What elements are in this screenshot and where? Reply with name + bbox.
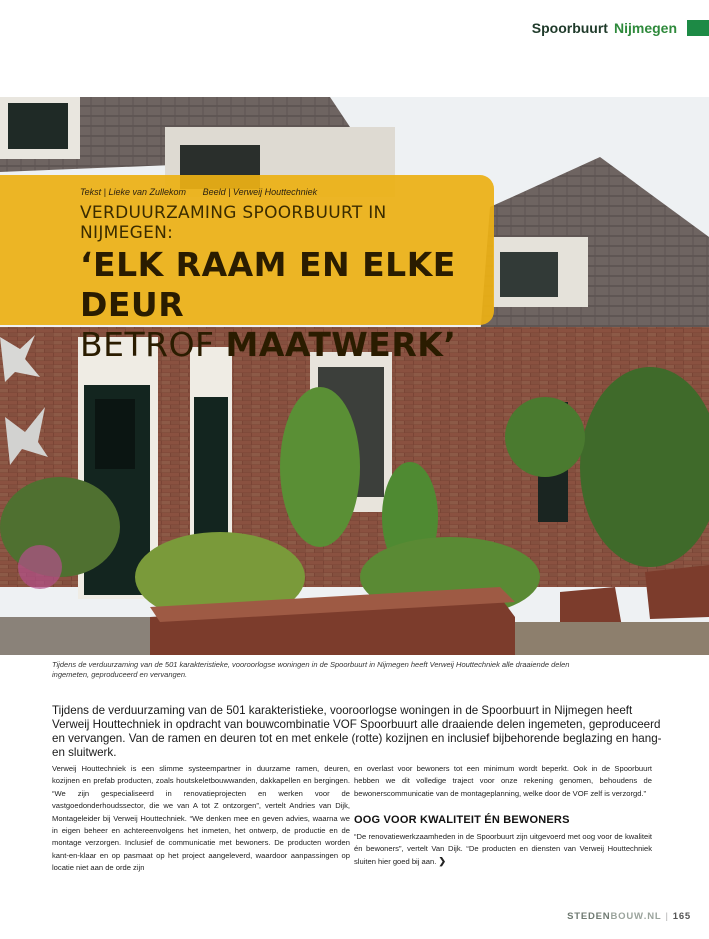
headline-line1: ‘ELK RAAM EN ELKE DEUR (80, 245, 456, 324)
subheading: OOG VOOR KWALITEIT ÉN BEWONERS (354, 814, 570, 827)
headline-line2-a: BETROF (80, 325, 226, 364)
page-footer (567, 911, 691, 922)
footer-separator: | (665, 911, 669, 922)
photo-caption: Tijdens de verduurzaming van de 501 karakteristieke, vooroorlogse woningen in de Spoorbuurt in Nijmegen heeft Verweij Houttechniek alle draaiende delen ingemeten, geproduceerd en vervangen. (52, 660, 570, 679)
section-label: Spoorbuurt (531, 20, 608, 36)
section-color-bar (687, 20, 709, 36)
body-column-1 (52, 763, 350, 875)
article-title-box (0, 175, 494, 364)
brand-part-2: BOUW (610, 911, 644, 922)
body-paragraph: Verweij Houttechniek is een slimme systeempartner in duurzame ramen, deuren, kozijnen en prefab producten, zoals houtskeletbouwwanden, dakkapellen en bergingen. “We zijn gespecialiseerd in renovatieprojecten en werken voor de vastgoedonderhoudssector, die we van A tot Z ontzorgen”, vertelt Andries van Dijk, Montageleider bij Verweij Houttechniek. “We denken mee en geven advies, waarna we in eigen beheer en achtereenvolgens het inmeten, het ontwerp, de productie en de montage verzorgen. Inclusief de communicatie met bewoners. De producten worden kant-en-klaar en op pasmaat op het project aangeleverd, waardoor aanpassingen op locatie niet aan de orde zijn (52, 764, 350, 873)
headline-line2-b: MAATWERK’ (225, 325, 457, 364)
subsection-label: Nijmegen (613, 20, 677, 36)
brand-part-3: .NL (643, 911, 662, 922)
credits (80, 187, 478, 197)
section-header (532, 18, 709, 38)
body-paragraph-2 (354, 831, 652, 869)
credit-image: Beeld | Verweij Houttechniek (202, 187, 318, 197)
article-intro: Tijdens de verduurzaming van de 501 karakteristieke, vooroorlogse woningen in de Spoorbuurt in Nijmegen heeft Verweij Houttechniek in opdracht van bouwcombinatie VOF Spoorbuurt alle draaiende delen ingemeten, geproduceerd en vervangen. Van de ramen en deuren tot en met enkele (rotte) kozijnen en inclusief bijbehorende beglazing en hang- en sluitwerk. (52, 704, 662, 759)
page-number: 165 (672, 911, 691, 922)
credit-text: Tekst | Lieke van Zullekom (80, 187, 187, 197)
body-paragraph: en overlast voor bewoners tot een minimum wordt beperkt. Ook in de Spoorbuurt hebben we dit volledige traject voor onze rekening genomen, behoudens de bewonerscommunicatie van de montageplanning, welke door de VOF zelf is verzorgd.” (354, 764, 652, 798)
article-kicker: VERDUURZAMING SPOORBUURT IN NIJMEGEN: (80, 203, 387, 243)
body-column-2 (354, 763, 652, 869)
body-text: “De renovatiewerkzaamheden in de Spoorbuurt zijn uitgevoerd met oog voor de kwaliteit én bewoners”, vertelt Van Dijk. “De producten en diensten van Verweij Houttechniek sluiten hier goed bij aan. (354, 831, 652, 867)
end-mark-icon: ❯ (438, 856, 446, 867)
article-headline (80, 245, 478, 365)
brand-part-1: STEDEN (567, 911, 611, 922)
